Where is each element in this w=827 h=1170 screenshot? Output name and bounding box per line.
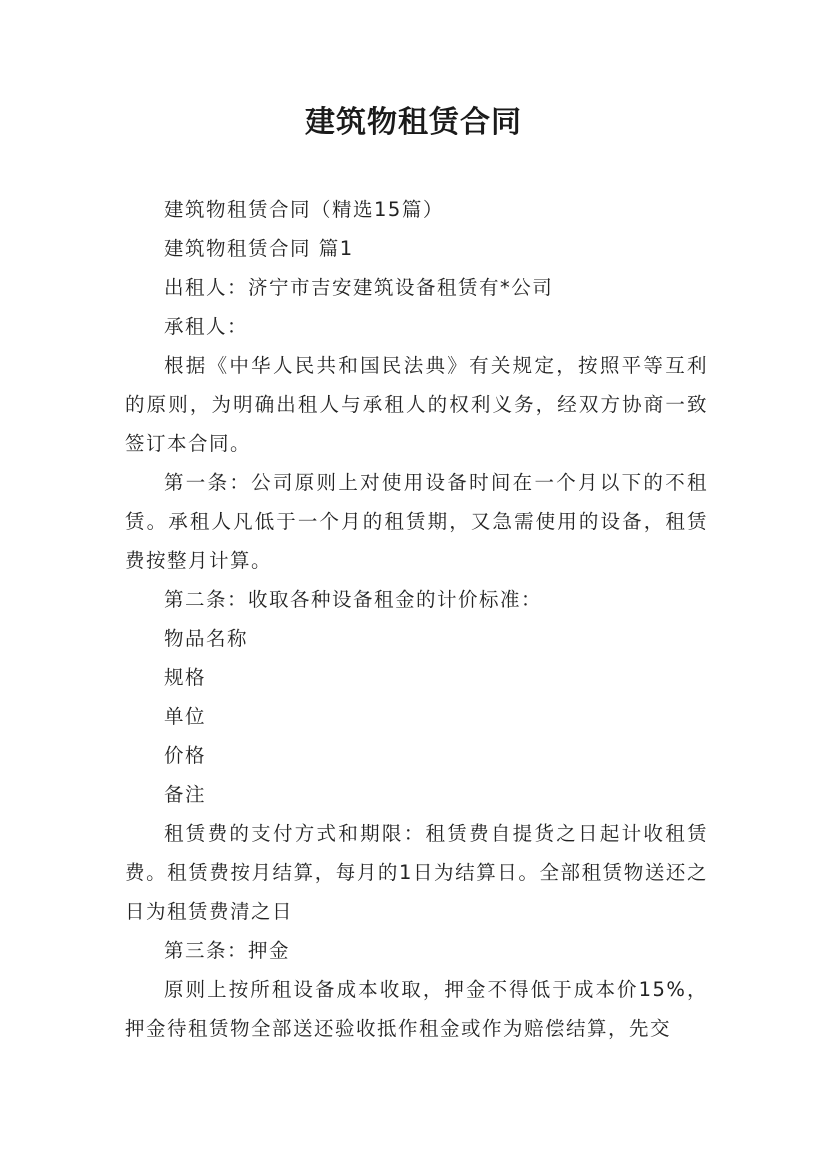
paragraph-payment: 租赁费的支付方式和期限：租赁费自提货之日起计收租赁费。租赁费按月结算，每月的1日为结算日。全部租赁物送还之日为租赁费清之日 [125, 822, 708, 923]
paragraph-item-spec: 规格 [164, 666, 207, 689]
paragraph-item-unit: 单位 [164, 705, 207, 728]
paragraph-item-remark: 备注 [164, 783, 207, 806]
paragraph-article-1: 第一条：公司原则上对使用设备时间在一个月以下的不租赁。承租人凡低于一个月的租赁期，又急需使用的设备，租赁费按整月计算。 [125, 471, 708, 572]
paragraph-section-heading: 建筑物租赁合同 篇1 [164, 237, 354, 260]
paragraph-deposit: 原则上按所租设备成本收取，押金不得低于成本价15%，押金待租赁物全部送还验收抵作租金或作为赔偿结算，先交 [125, 978, 708, 1040]
paragraph-lessee: 承租人： [164, 315, 249, 338]
paragraph-item-price: 价格 [164, 744, 207, 767]
document-body [125, 190, 708, 1048]
paragraph-subtitle: 建筑物租赁合同（精选15篇） [164, 198, 444, 221]
paragraph-preamble: 根据《中华人民共和国民法典》有关规定，按照平等互利的原则，为明确出租人与承租人的权利义务，经双方协商一致签订本合同。 [125, 354, 708, 455]
paragraph-article-3: 第三条：押金 [164, 939, 291, 962]
document-title: 建筑物租赁合同 [305, 105, 522, 140]
paragraph-item-name: 物品名称 [164, 627, 249, 650]
paragraph-article-2: 第二条：收取各种设备租金的计价标准： [164, 588, 543, 611]
paragraph-lessor: 出租人：济宁市吉安建筑设备租赁有*公司 [164, 276, 554, 299]
